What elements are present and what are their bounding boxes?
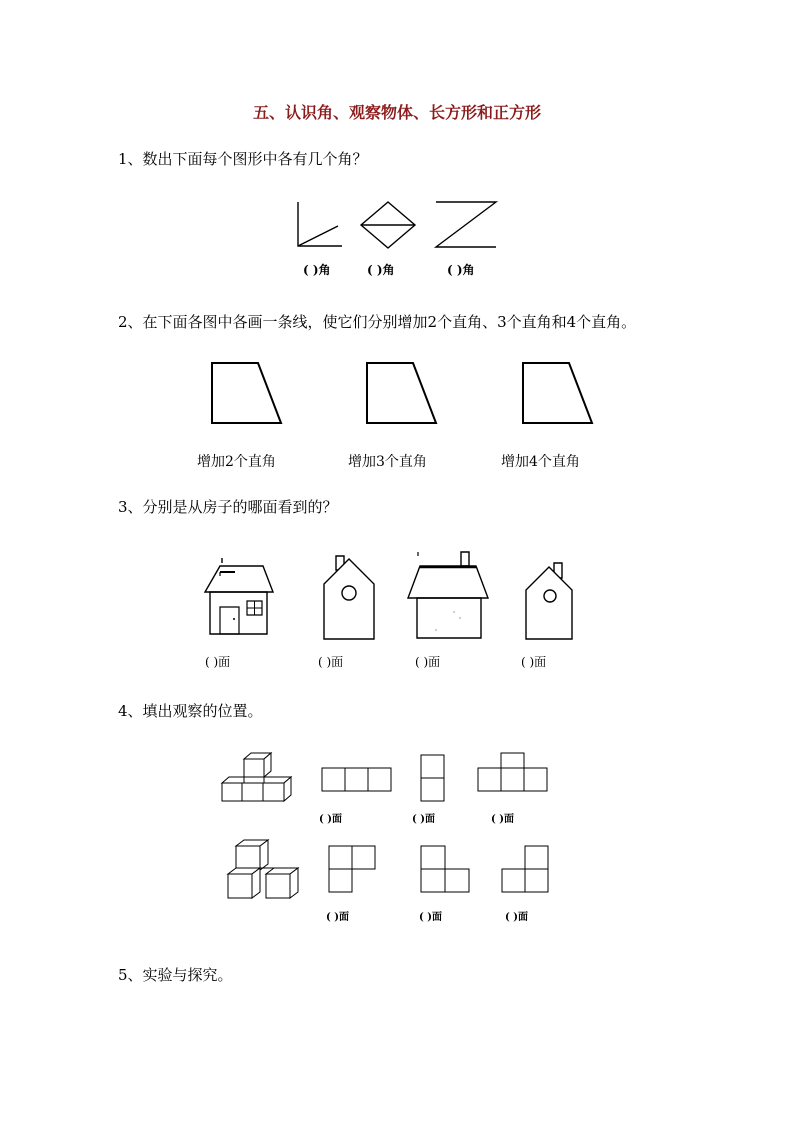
- q1-label-2: ( )角: [367, 263, 395, 277]
- q3-label-2: ( )面: [318, 655, 344, 669]
- q4-row2-label-2: ( )面: [419, 912, 442, 923]
- angle-figure: [296, 200, 346, 250]
- q3-label-3: ( )面: [415, 655, 441, 669]
- trapezoid-figure-1: [210, 361, 285, 427]
- question-3: 3、分别是从房子的哪面看到的？: [118, 498, 338, 516]
- question-4: 4、填出观察的位置。: [118, 702, 263, 720]
- house-side-view-2: [520, 560, 580, 642]
- q4-row2-label-1: ( )面: [326, 912, 349, 923]
- trapezoid-figure-2: [365, 361, 440, 427]
- cube-stack-2: [226, 838, 302, 904]
- question-5: 5、实验与探究。: [118, 966, 233, 984]
- q4-row2-label-3: ( )面: [505, 912, 528, 923]
- q1-label-1: ( )角: [303, 263, 331, 277]
- view-two-stacked: [420, 754, 446, 803]
- q4-row1-label-1: ( )面: [319, 814, 342, 825]
- q2-label-3: 增加4个直角: [501, 454, 580, 470]
- q3-label-4: ( )面: [521, 655, 547, 669]
- view-l-shape-2: [420, 845, 472, 895]
- view-three-squares: [321, 767, 393, 793]
- question-2: 2、在下面各图中各画一条线，使它们分别增加2个直角、3个直角和4个直角。: [118, 313, 637, 331]
- view-l-shape-3: [501, 845, 551, 895]
- view-t-shape: [477, 752, 549, 792]
- house-back-view: [406, 550, 490, 642]
- house-front-view: [203, 556, 275, 638]
- cube-stack-1: [220, 752, 295, 804]
- q2-label-2: 增加3个直角: [348, 454, 427, 470]
- q4-row1-label-3: ( )面: [491, 814, 514, 825]
- page-title: 五、认识角、观察物体、长方形和正方形: [252, 103, 541, 122]
- q3-label-1: ( )面: [205, 655, 231, 669]
- trapezoid-figure-3: [521, 361, 596, 427]
- q1-label-3: ( )角: [447, 263, 475, 277]
- q4-row1-label-2: ( )面: [412, 814, 435, 825]
- view-l-shape-1: [328, 845, 378, 895]
- hourglass-figure: [432, 200, 502, 250]
- q2-label-1: 增加2个直角: [197, 454, 276, 470]
- diamond-figure: [358, 200, 418, 250]
- question-1: 1、数出下面每个图形中各有几个角？: [118, 150, 368, 168]
- house-side-view: [316, 553, 380, 641]
